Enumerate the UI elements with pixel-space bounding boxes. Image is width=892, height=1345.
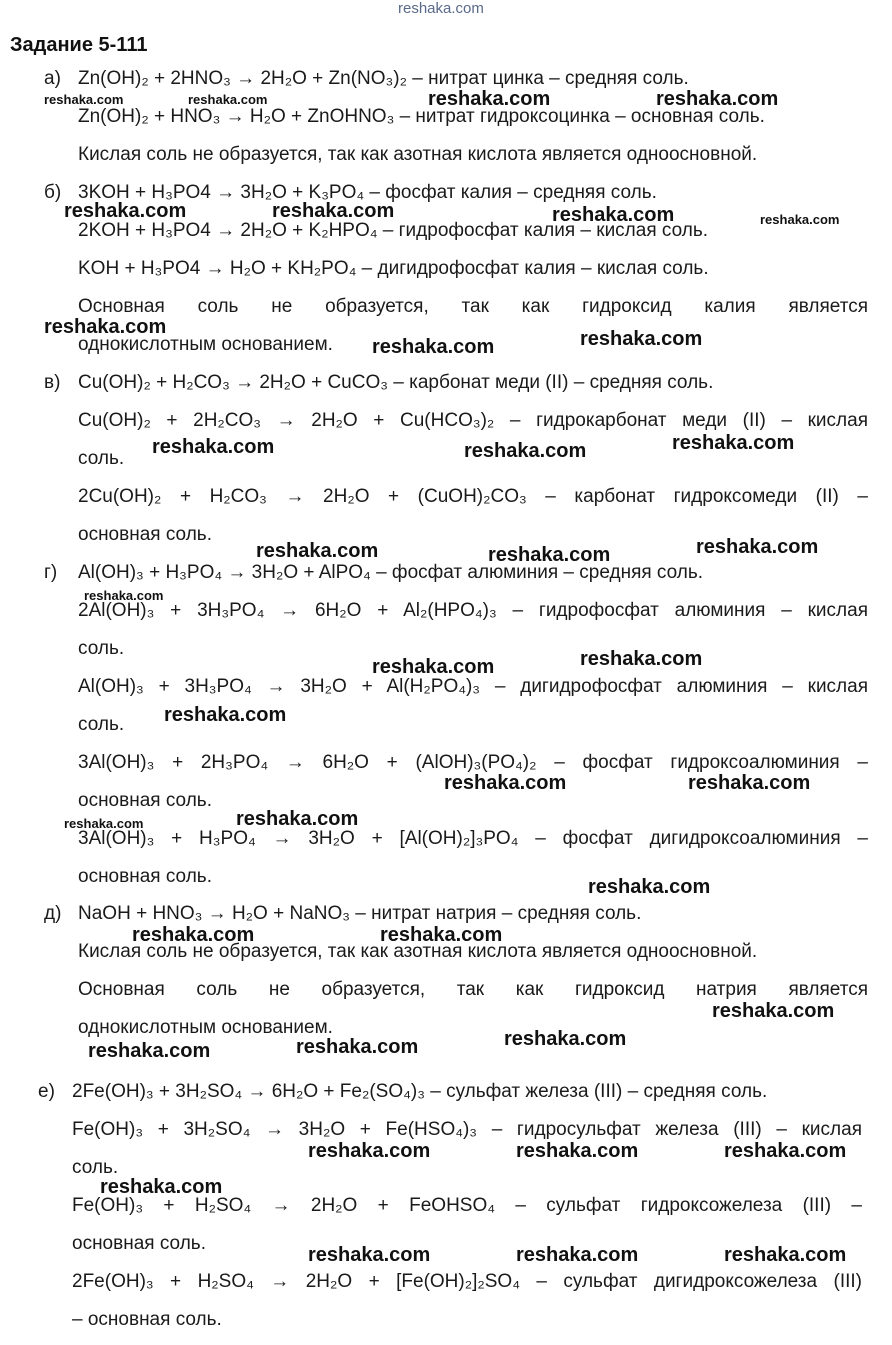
- watermark-small: reshaka.com: [44, 92, 124, 107]
- task-title: Задание 5-111: [10, 34, 148, 56]
- watermark: reshaka.com: [272, 200, 395, 222]
- text-line: соль.: [78, 448, 125, 469]
- watermark: reshaka.com: [552, 204, 675, 226]
- watermark-small: reshaka.com: [84, 588, 164, 603]
- watermark: reshaka.com: [88, 1040, 211, 1062]
- text-line: однокислотным основанием.: [78, 334, 333, 355]
- watermark: reshaka.com: [64, 200, 187, 222]
- text-line: однокислотным основанием.: [78, 1017, 333, 1038]
- text-line: KOH + H₃PO4 → H₂O + KH₂PO₄ – дигидрофосфат калия – кислая соль.: [78, 258, 709, 279]
- watermark: reshaka.com: [688, 772, 811, 794]
- watermark: reshaka.com: [152, 436, 275, 458]
- watermark: reshaka.com: [236, 808, 359, 830]
- text-line: основная соль.: [78, 866, 212, 887]
- text-line: Кислая соль не образуется, так как азотная кислота является одноосновной.: [78, 144, 758, 165]
- text-line: Fe(OH)₃ + H₂SO₄ → 2H₂O + FeOHSO₄ – сульфат гидроксожелеза (III) –: [72, 1195, 862, 1216]
- watermark: reshaka.com: [308, 1244, 431, 1266]
- watermark: reshaka.com: [308, 1140, 431, 1162]
- watermark: reshaka.com: [672, 432, 795, 454]
- marker-a: а): [44, 68, 61, 89]
- watermark: reshaka.com: [504, 1028, 627, 1050]
- watermark: reshaka.com: [372, 336, 495, 358]
- watermark: reshaka.com: [132, 924, 255, 946]
- text-line: Основная соль не образуется, так как гидроксид калия является: [78, 296, 868, 317]
- watermark: reshaka.com: [100, 1176, 223, 1198]
- text-line: 3Al(OH)₃ + H₃PO₄ → 3H₂O + [Al(OH)₂]₃PO₄ – фосфат дигидроксоалюминия –: [78, 828, 868, 849]
- watermark: reshaka.com: [516, 1244, 639, 1266]
- watermark: reshaka.com: [580, 328, 703, 350]
- marker-b: б): [44, 182, 62, 203]
- text-line: 3KOH + H₃PO4 → 3H₂O + K₃PO₄ – фосфат калия – средняя соль.: [78, 182, 657, 203]
- text-line: 3Al(OH)₃ + 2H₃PO₄ → 6H₂O + (AlOH)₃(PO₄)₂ – фосфат гидроксоалюминия –: [78, 752, 868, 773]
- watermark: reshaka.com: [656, 88, 779, 110]
- text-line: 2Al(OH)₃ + 3H₃PO₄ → 6H₂O + Al₂(HPO₄)₃ – гидрофосфат алюминия – кислая: [78, 600, 868, 621]
- marker-v: в): [44, 372, 61, 393]
- text-line: Кислая соль не образуется, так как азотная кислота является одноосновной.: [78, 941, 758, 962]
- watermark: reshaka.com: [724, 1140, 847, 1162]
- text-line: Zn(OH)₂ + HNO₃ → H₂O + ZnOHNO₃ – нитрат гидроксоцинка – основная соль.: [78, 106, 765, 127]
- watermark: reshaka.com: [372, 656, 495, 678]
- text-line: соль.: [78, 638, 125, 659]
- text-line: – основная соль.: [72, 1309, 222, 1330]
- marker-g: г): [44, 562, 58, 583]
- text-line: основная соль.: [72, 1233, 206, 1254]
- text-line: Основная соль не образуется, так как гидроксид натрия является: [78, 979, 868, 1000]
- watermark: reshaka.com: [580, 648, 703, 670]
- text-line: Cu(OH)₂ + 2H₂CO₃ → 2H₂O + Cu(HCO₃)₂ – гидрокарбонат меди (II) – кислая: [78, 410, 868, 431]
- text-line: 2KOH + H₃PO4 → 2H₂O + K₂HPO₄ – гидрофосфат калия – кислая соль.: [78, 220, 709, 241]
- text-line: основная соль.: [78, 524, 212, 545]
- watermark-small: reshaka.com: [64, 816, 144, 831]
- text-line: Zn(OH)₂ + 2HNO₃ → 2H₂O + Zn(NO₃)₂ – нитрат цинка – средняя соль.: [78, 68, 689, 89]
- text-line: Al(OH)₃ + 3H₃PO₄ → 3H₂O + Al(H₂PO₄)₃ – дигидрофосфат алюминия – кислая: [78, 676, 868, 697]
- marker-e: е): [38, 1081, 55, 1102]
- watermark: reshaka.com: [696, 536, 819, 558]
- watermark: reshaka.com: [44, 316, 167, 338]
- marker-d: д): [44, 903, 62, 924]
- watermark: reshaka.com: [296, 1036, 419, 1058]
- text-line: основная соль.: [78, 790, 212, 811]
- watermark: reshaka.com: [516, 1140, 639, 1162]
- watermark: reshaka.com: [256, 540, 379, 562]
- text-line: соль.: [72, 1157, 119, 1178]
- text-line: соль.: [78, 714, 125, 735]
- text-line: 2Cu(OH)₂ + H₂CO₃ → 2H₂O + (CuOH)₂CO₃ – карбонат гидроксомеди (II) –: [78, 486, 868, 507]
- watermark: reshaka.com: [444, 772, 567, 794]
- watermark-small: reshaka.com: [188, 92, 268, 107]
- text-line: Fe(OH)₃ + 3H₂SO₄ → 3H₂O + Fe(HSO₄)₃ – гидросульфат железа (III) – кислая: [72, 1119, 862, 1140]
- watermark: reshaka.com: [588, 876, 711, 898]
- watermark: reshaka.com: [712, 1000, 835, 1022]
- text-line: 2Fe(OH)₃ + 3H₂SO₄ → 6H₂O + Fe₂(SO₄)₃ – сульфат железа (III) – средняя соль.: [72, 1081, 768, 1102]
- watermark: reshaka.com: [380, 924, 503, 946]
- watermark-small: reshaka.com: [760, 212, 840, 227]
- watermark: reshaka.com: [724, 1244, 847, 1266]
- watermark: reshaka.com: [464, 440, 587, 462]
- watermark: reshaka.com: [164, 704, 287, 726]
- text-line: 2Fe(OH)₃ + H₂SO₄ → 2H₂O + [Fe(OH)₂]₂SO₄ – сульфат дигидроксожелеза (III): [72, 1271, 862, 1292]
- watermark: reshaka.com: [488, 544, 611, 566]
- watermark: reshaka.com: [428, 88, 551, 110]
- text-line: Cu(OH)₂ + H₂CO₃ → 2H₂O + CuCO₃ – карбонат меди (II) – средняя соль.: [78, 372, 714, 393]
- text-line: Al(OH)₃ + H₃PO₄ → 3H₂O + AlPO₄ – фосфат алюминия – средняя соль.: [78, 562, 704, 583]
- site-header-watermark: reshaka.com: [398, 0, 484, 17]
- text-line: NaOH + HNO₃ → H₂O + NaNO₃ – нитрат натрия – средняя соль.: [78, 903, 642, 924]
